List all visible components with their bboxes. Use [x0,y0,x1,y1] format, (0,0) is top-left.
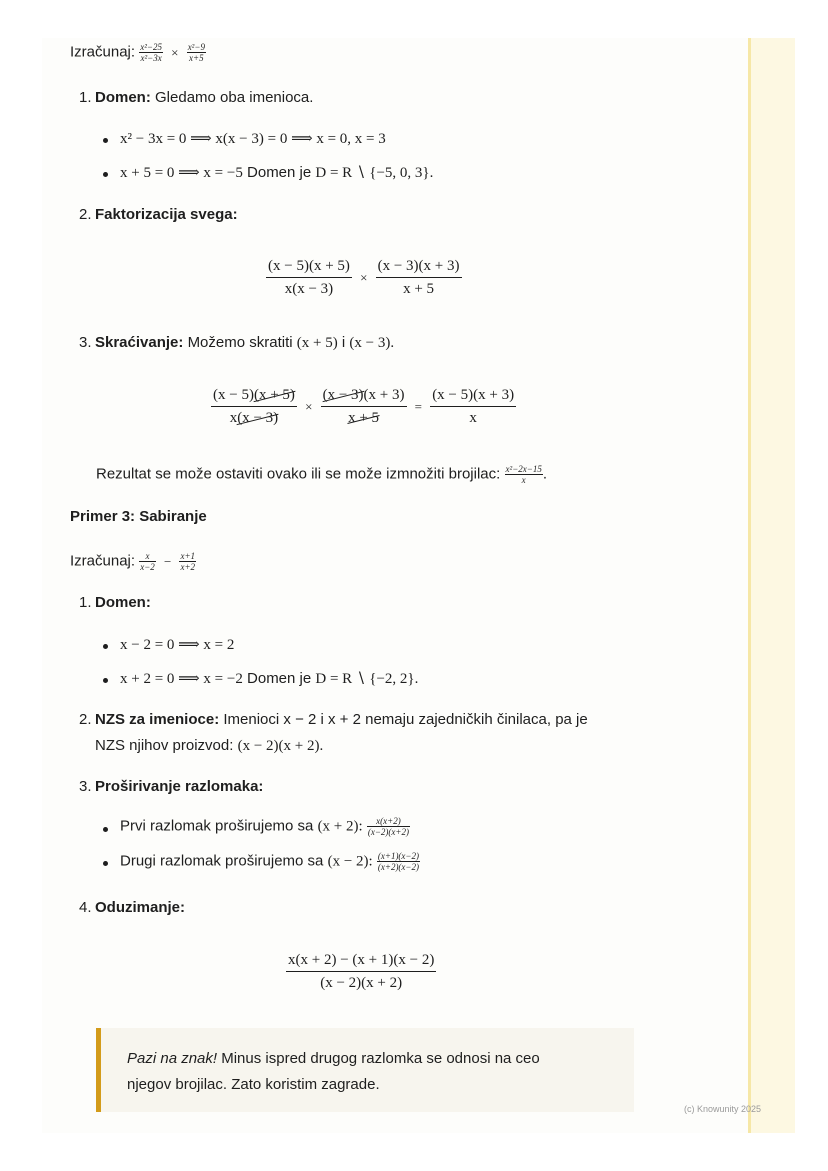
ex1-step1: 1. Domen: Gledamo oba imenioca. [79,89,314,106]
ex3-heading: Primer 3: Sabiranje [70,508,207,525]
ex1-bullet-1: x² − 3x = 0 ⟹ x(x − 3) = 0 ⟹ x = 0, x = 3 [120,131,386,147]
ex1-task: Izračunaj: $\frac{\text{x²−25}}{\text{x²−3x}}$ × $\frac{\text{x²−9}}{x+5}$ [70,42,205,63]
bullet-dot [103,138,108,143]
callout-line-2: njegov brojilac. Zato koristim zagrade. [127,1076,380,1093]
copyright-text: (c) Knowunity 2025 [684,1104,762,1114]
bullet-dot [103,861,108,866]
ex3-task: Izračunaj: $\frac{x}{x-2}$ − $\frac{x+1}{x+2}$ [70,551,196,572]
ex1-step2: 2. Faktorizacija svega: [79,206,238,223]
ex1-fraction-2: $\frac{\text{x²−9}}{x+5}$ [187,42,205,63]
callout-emphasis: Pazi na znak! [127,1050,218,1067]
ex3-bullet-3-1: Prvi razlomak proširujemo sa (x + 2): $\frac{x(x+2)}{(x-2)(x+2)}$ [120,816,409,837]
result-note: Rezultat se može ostaviti ovako ili se može izmnožiti brojilac: $\frac{\text{x²−2x−15}}{x}$ . [96,464,548,485]
factored-expression: $\frac{(x - 5)(x + 5)}{x(x - 3)}$ × $\frac{(x - 3)(x + 3)}{x + 5}$ [268,258,460,297]
warning-callout: Pazi na znak! Minus ispred drugog razlomka se odnosi na ceo njegov brojilac. Zato koristim zagrade. [96,1028,634,1112]
ex3-bullet-1: x − 2 = 0 ⟹ x = 2 [120,637,235,653]
sidebar-strip [748,38,795,1133]
ex3-step2: 2. NZS za imenioce: Imenioci x − 2 i x + 2 nemaju zajedničkih činilaca, pa je [79,711,588,728]
ex3-step4: 4. Oduzimanje: [79,899,186,916]
ex1-bullet-2: x + 5 = 0 ⟹ x = −5 Domen je D = R ∖ {−5, 0, 3}. [120,164,434,181]
ex3-bullet-3-2: Drugi razlomak proširujemo sa (x − 2): $\frac{(x+1)(x-2)}{(x+2)(x-2)}$ [120,851,419,872]
bullet-dot [103,172,108,177]
ex3-step3: 3. Proširivanje razlomaka: [79,778,264,795]
ex3-step2-line2: NZS njihov proizvod: (x − 2)(x + 2). [95,737,324,754]
bullet-dot [103,644,108,649]
ex3-bullet-2: x + 2 = 0 ⟹ x = −2 Domen je D = R ∖ {−2, 2}. [120,670,419,687]
cancellation-expression: $\frac{(x - 5)(x + 5)}{x(x - 3)}$ × $\frac{(x - 3)(x + 3)}{x + 5}$ = $\frac{(x - 5)(x + 3)}{x}$ [213,387,515,426]
bullet-dot [103,678,108,683]
ex1-step3: 3. Skraćivanje: Možemo skratiti (x + 5) i (x − 3). [79,334,395,351]
ex3-step1: 1. Domen: [79,594,151,611]
bullet-dot [103,827,108,832]
final-expression: $\frac{x(x + 2) - (x + 1)(x - 2)}{(x - 2)(x + 2)}$ [288,952,435,991]
ex1-fraction-1: $\frac{\text{x²−25}}{\text{x²−3x}}$ [140,42,162,63]
izracunaj-label: Izračunaj: [70,43,136,61]
